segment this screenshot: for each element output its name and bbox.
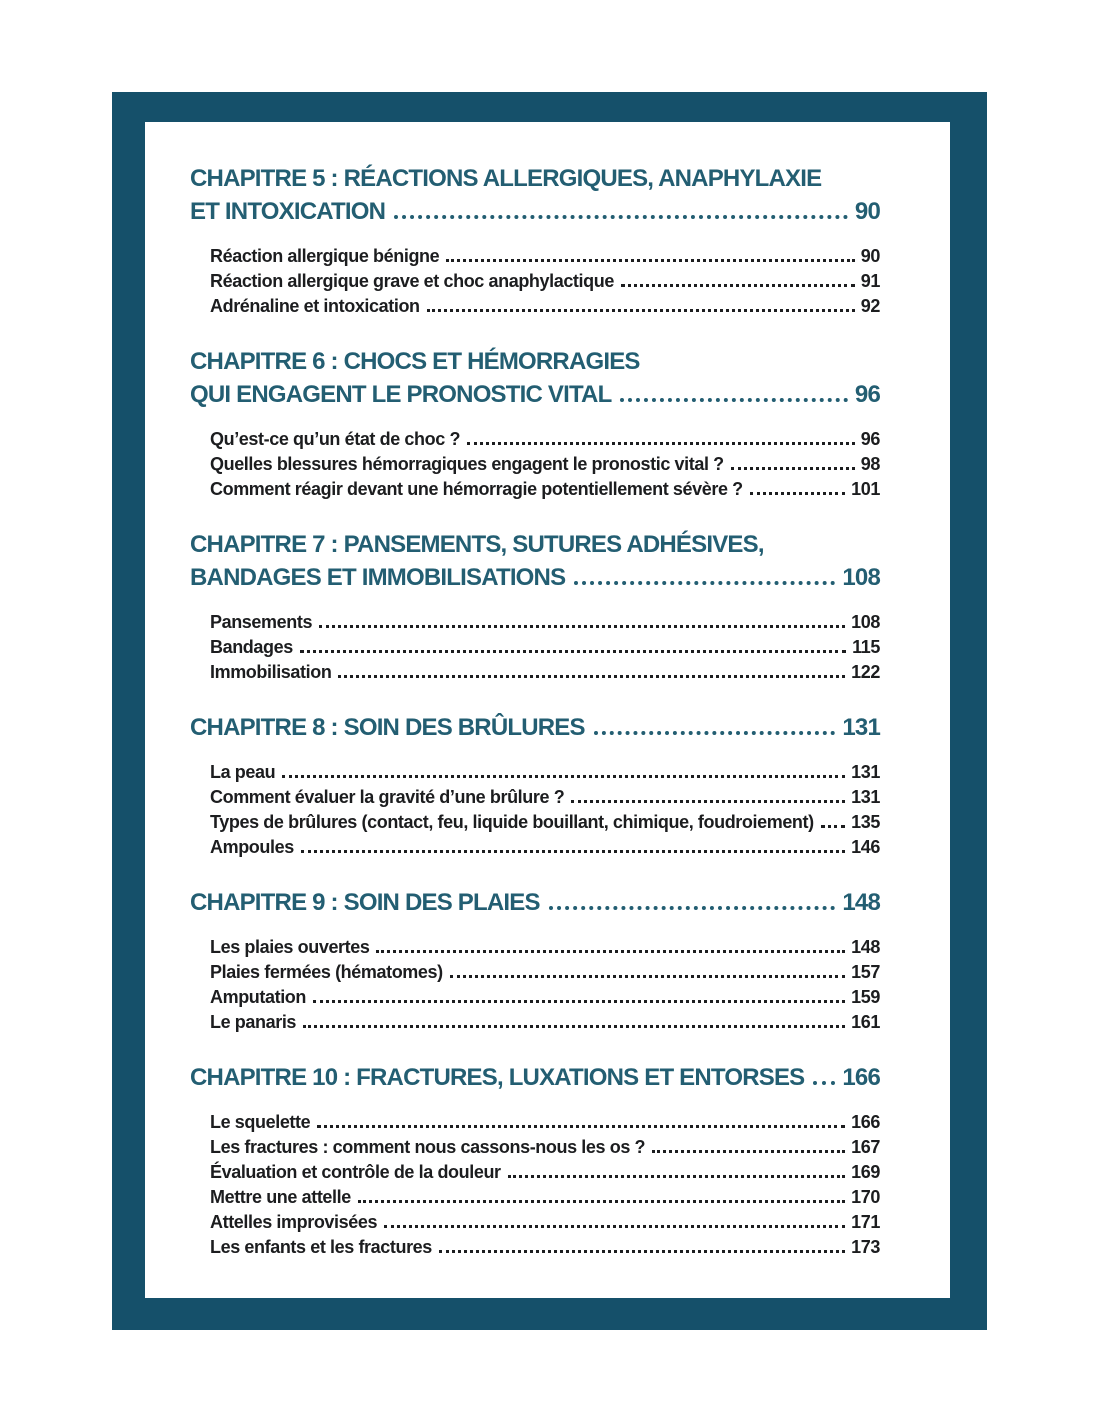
dot-leader — [574, 581, 835, 585]
toc-entry-page: 131 — [851, 762, 880, 782]
chapter-title-line2: BANDAGES ET IMMOBILISATIONS — [190, 564, 566, 591]
chapter-page-number: 131 — [842, 714, 880, 741]
toc-entry-page: 146 — [851, 837, 880, 857]
dot-leader — [571, 800, 845, 803]
toc-chapter-5 — [190, 162, 880, 319]
toc-entry — [190, 760, 880, 785]
chapter-page-number: 148 — [842, 889, 880, 916]
book-page — [145, 122, 950, 1298]
chapter-heading — [190, 886, 880, 919]
dot-leader — [303, 1025, 845, 1028]
toc-entry — [190, 985, 880, 1010]
toc-entry-label: Mettre une attelle — [210, 1187, 351, 1207]
chapter-title-line1: CHAPITRE 5 : RÉACTIONS ALLERGIQUES, ANAPHYLAXIE — [190, 165, 822, 192]
toc-entry — [190, 294, 880, 319]
chapter-title-line2: ET INTOXICATION — [190, 198, 386, 225]
dot-leader — [594, 731, 836, 735]
toc-entry-page: 157 — [851, 962, 880, 982]
toc-chapter-10 — [190, 1061, 880, 1260]
dot-leader — [313, 1000, 845, 1003]
dot-leader — [450, 975, 845, 978]
chapter-page-number: 166 — [842, 1064, 880, 1091]
chapter-title: CHAPITRE 10 : FRACTURES, LUXATIONS ET ENTORSES — [190, 1064, 805, 1091]
toc-entry-label: Réaction allergique grave et choc anaphylactique — [210, 271, 614, 291]
chapter-page-number: 96 — [854, 381, 880, 408]
toc-entry — [190, 810, 880, 835]
toc-entry-page: 115 — [852, 637, 880, 657]
chapter-heading — [190, 345, 880, 411]
toc-entry-label: La peau — [210, 762, 276, 782]
chapter-title-line1: CHAPITRE 7 : PANSEMENTS, SUTURES ADHÉSIVES, — [190, 531, 764, 558]
toc-entry — [190, 635, 880, 660]
toc-entry-page: 101 — [851, 479, 880, 499]
toc-entry-page: 169 — [851, 1162, 880, 1182]
toc-entry-page: 159 — [851, 987, 880, 1007]
toc-entry-page: 96 — [860, 429, 880, 449]
chapter-entries — [190, 610, 880, 685]
dot-leader — [301, 850, 845, 853]
toc-chapter-6 — [190, 345, 880, 502]
toc-entry-label: Réaction allergique bénigne — [210, 246, 440, 266]
dot-leader — [394, 215, 848, 219]
toc-chapter-9 — [190, 886, 880, 1035]
dot-leader — [384, 1225, 845, 1228]
chapter-heading — [190, 711, 880, 744]
chapter-page-number: 108 — [842, 564, 880, 591]
toc-entry-label: Qu’est-ce qu’un état de choc ? — [210, 429, 461, 449]
toc-entry — [190, 785, 880, 810]
toc-entry — [190, 477, 880, 502]
chapter-entries — [190, 244, 880, 319]
toc-entry-label: Les enfants et les fractures — [210, 1237, 432, 1257]
dot-leader — [813, 1081, 835, 1085]
toc-entry — [190, 1135, 880, 1160]
toc-entry — [190, 610, 880, 635]
toc-entry — [190, 1235, 880, 1260]
dot-leader — [319, 625, 845, 628]
toc-entry-label: Attelles improvisées — [210, 1212, 378, 1232]
toc-entry-page: 108 — [851, 612, 880, 632]
toc-entry-label: Le squelette — [210, 1112, 311, 1132]
toc-entry-page: 92 — [860, 296, 880, 316]
toc-entry — [190, 244, 880, 269]
toc-entry-label: Plaies fermées (hématomes) — [210, 962, 443, 982]
dot-leader — [621, 284, 855, 287]
dot-leader — [427, 309, 855, 312]
toc-entry — [190, 1185, 880, 1210]
toc-entry-label: Évaluation et contrôle de la douleur — [210, 1162, 501, 1182]
toc-entry — [190, 1010, 880, 1035]
toc-entry-label: Quelles blessures hémorragiques engagent le pronostic vital ? — [210, 454, 724, 474]
toc-entry-page: 135 — [851, 812, 880, 832]
toc-entry — [190, 1110, 880, 1135]
toc-entry — [190, 660, 880, 685]
dot-leader — [300, 650, 846, 653]
toc-entry-label: Immobilisation — [210, 662, 332, 682]
dot-leader — [358, 1200, 845, 1203]
toc-entry-page: 131 — [851, 787, 880, 807]
chapter-page-number: 90 — [854, 198, 880, 225]
toc-entry-label: Les fractures : comment nous cassons-nous les os ? — [210, 1137, 646, 1157]
toc-chapter-7 — [190, 528, 880, 685]
dot-leader — [821, 825, 845, 828]
toc-entry-label: Amputation — [210, 987, 306, 1007]
chapter-entries — [190, 1110, 880, 1260]
dot-leader — [750, 492, 845, 495]
toc-entry-page: 166 — [851, 1112, 880, 1132]
dot-leader — [731, 467, 855, 470]
toc-entry-label: Comment évaluer la gravité d’une brûlure ? — [210, 787, 565, 807]
chapter-entries — [190, 427, 880, 502]
toc-entry-page: 91 — [860, 271, 880, 291]
toc-entry-page: 170 — [851, 1187, 880, 1207]
toc-entry-page: 161 — [851, 1012, 880, 1032]
toc-entry — [190, 427, 880, 452]
toc-entry-page: 167 — [851, 1137, 880, 1157]
toc-entry — [190, 960, 880, 985]
toc-entry-label: Adrénaline et intoxication — [210, 296, 420, 316]
toc-entry-label: Les plaies ouvertes — [210, 937, 370, 957]
toc-entry-label: Bandages — [210, 637, 293, 657]
dot-leader — [376, 950, 845, 953]
toc-entry-page: 90 — [860, 246, 880, 266]
dot-leader — [282, 775, 845, 778]
dot-leader — [549, 906, 836, 910]
dot-leader — [446, 259, 855, 262]
dot-leader — [620, 398, 847, 402]
chapter-title: CHAPITRE 9 : SOIN DES PLAIES — [190, 889, 540, 916]
toc-entry — [190, 452, 880, 477]
chapter-heading — [190, 162, 880, 228]
toc-entry-page: 173 — [851, 1237, 880, 1257]
dot-leader — [508, 1175, 846, 1178]
toc-entry-label: Pansements — [210, 612, 313, 632]
chapter-entries — [190, 935, 880, 1035]
toc-entry-page: 148 — [851, 937, 880, 957]
toc-entry — [190, 269, 880, 294]
toc-entry — [190, 1160, 880, 1185]
toc-entry-label: Le panaris — [210, 1012, 297, 1032]
toc-entry-label: Ampoules — [210, 837, 294, 857]
chapter-heading — [190, 528, 880, 594]
toc-entry-page: 171 — [851, 1212, 880, 1232]
toc-entry — [190, 1210, 880, 1235]
dot-leader — [338, 675, 845, 678]
page-frame — [112, 92, 987, 1330]
toc-entry — [190, 835, 880, 860]
toc-entry-page: 98 — [860, 454, 880, 474]
dot-leader — [467, 442, 855, 445]
dot-leader — [652, 1150, 845, 1153]
dot-leader — [439, 1250, 845, 1253]
chapter-title-line1: CHAPITRE 6 : CHOCS ET HÉMORRAGIES — [190, 348, 640, 375]
chapter-title-line2: QUI ENGAGENT LE PRONOSTIC VITAL — [190, 381, 612, 408]
toc-entry-page: 122 — [851, 662, 880, 682]
chapter-entries — [190, 760, 880, 860]
chapter-heading — [190, 1061, 880, 1094]
toc-chapter-8 — [190, 711, 880, 860]
toc-entry-label: Types de brûlures (contact, feu, liquide bouillant, chimique, foudroiement) — [210, 812, 814, 832]
toc-entry-label: Comment réagir devant une hémorragie potentiellement sévère ? — [210, 479, 743, 499]
chapter-title: CHAPITRE 8 : SOIN DES BRÛLURES — [190, 714, 585, 741]
dot-leader — [317, 1125, 845, 1128]
toc-entry — [190, 935, 880, 960]
